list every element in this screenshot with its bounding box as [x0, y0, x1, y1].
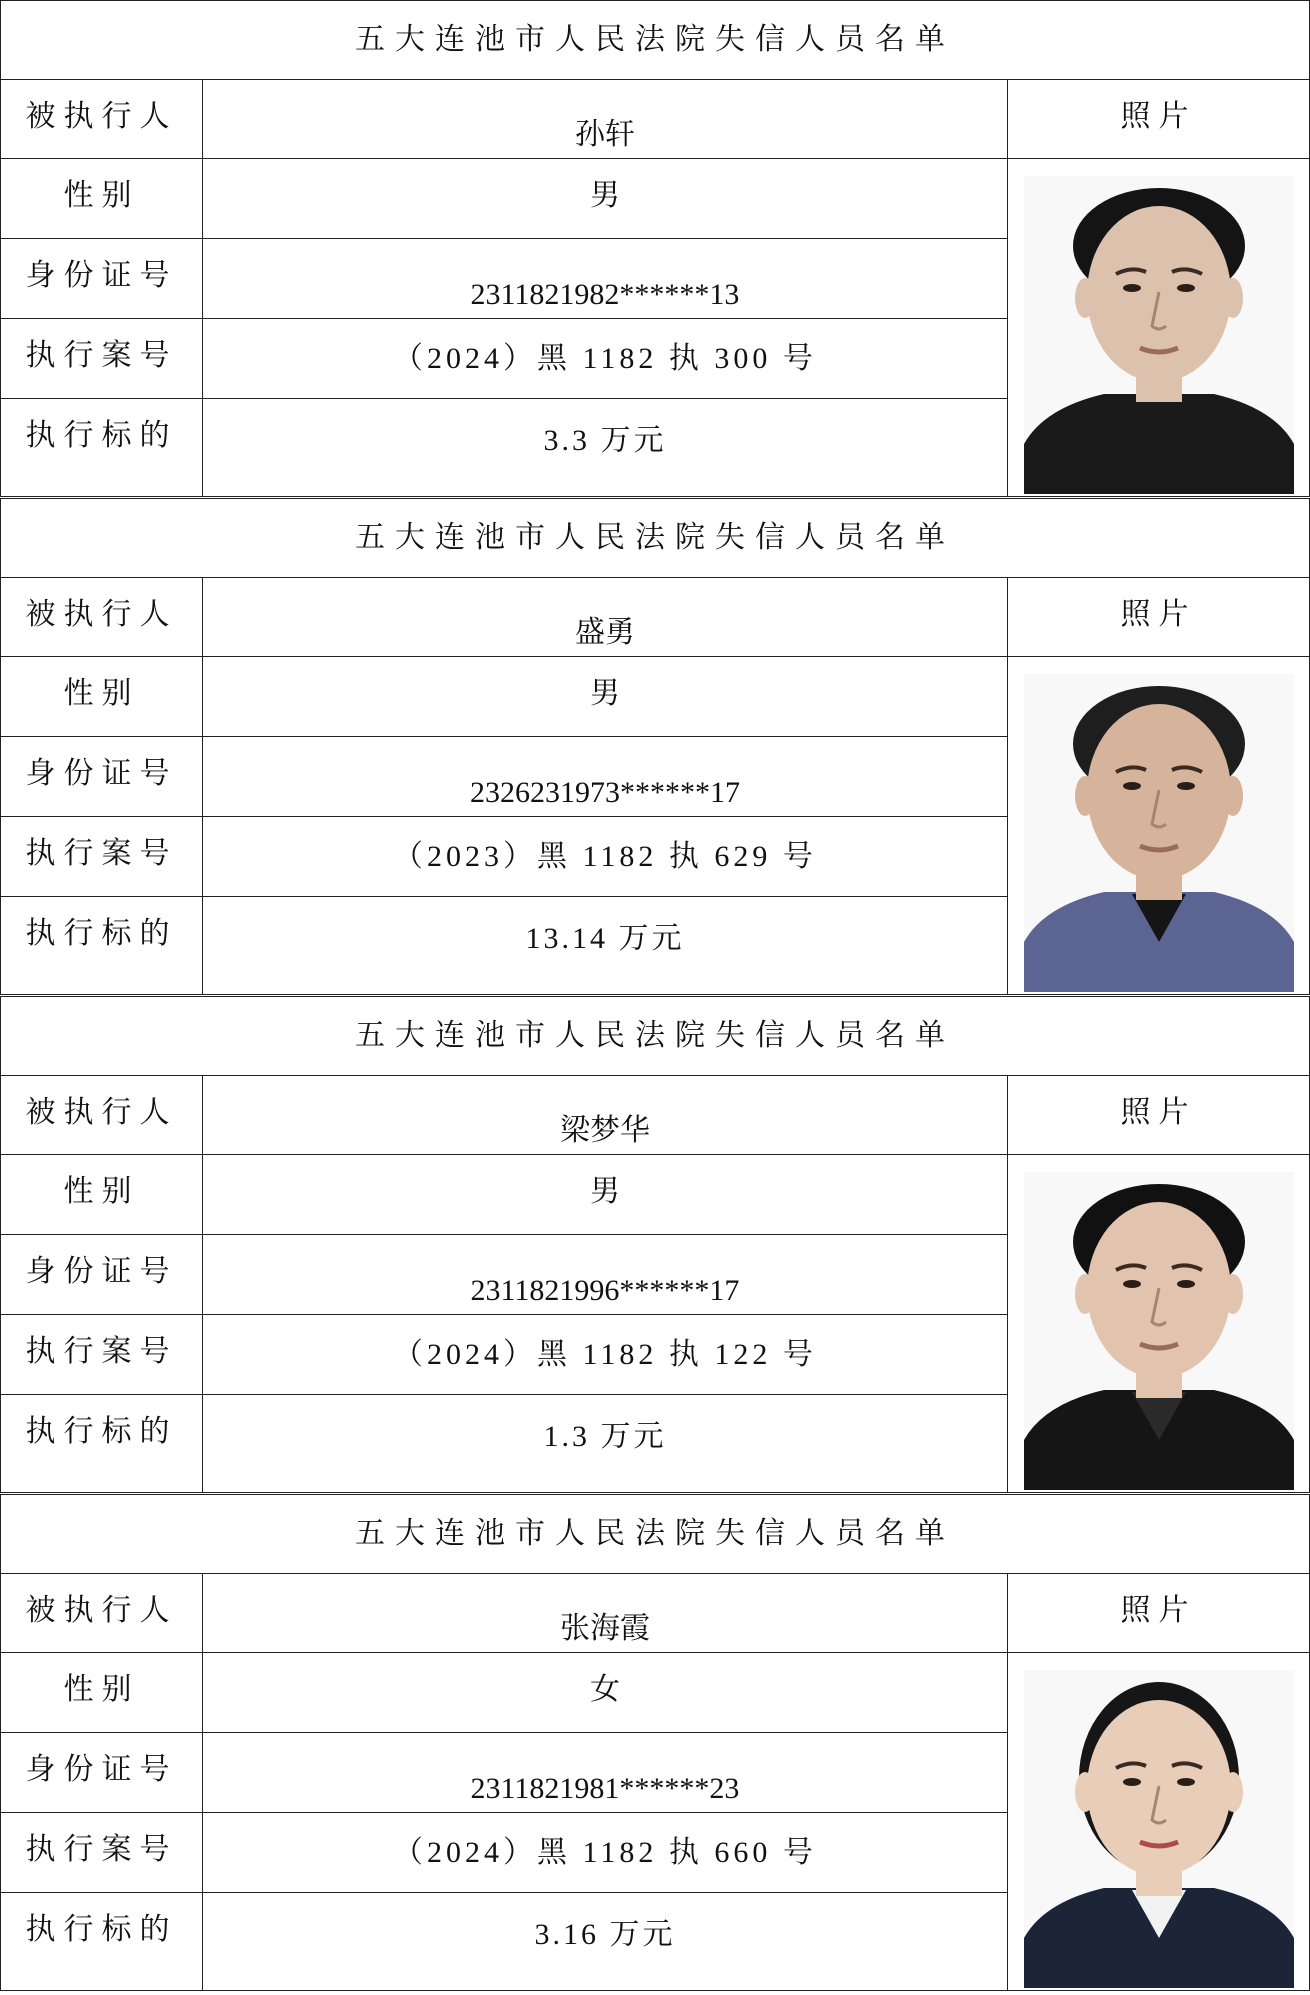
gender-value: 男: [203, 1155, 1008, 1235]
name-label: 被执行人: [1, 1574, 203, 1653]
name-label: 被执行人: [1, 578, 203, 657]
record-title: 五大连池市人民法院失信人员名单: [1, 1, 1310, 80]
left-eye-shape: [1123, 284, 1141, 292]
case-label: 执行案号: [1, 817, 203, 897]
title-row: [1, 997, 1310, 1076]
title-row: [1, 499, 1310, 578]
portrait-illustration: [1024, 176, 1294, 494]
case-value: （2024）黑 1182 执 122 号: [203, 1315, 1008, 1395]
right-ear-shape: [1223, 776, 1243, 816]
amount-value: 3.3 万元: [203, 399, 1008, 497]
left-eye-shape: [1123, 1280, 1141, 1288]
gender-row: [1, 159, 1310, 239]
portrait-illustration: [1024, 674, 1294, 992]
right-eye-shape: [1177, 1778, 1195, 1786]
name-label: 被执行人: [1, 1076, 203, 1155]
record-table-4: [0, 1494, 1310, 1991]
left-ear-shape: [1075, 776, 1095, 816]
id-value: 2311821982******13: [203, 239, 1008, 319]
right-ear-shape: [1223, 1274, 1243, 1314]
photo-label: 照片: [1008, 1574, 1310, 1653]
left-eye-shape: [1123, 782, 1141, 790]
gender-row: [1, 1155, 1310, 1235]
id-value: 2326231973******17: [203, 737, 1008, 817]
case-value: （2024）黑 1182 执 300 号: [203, 319, 1008, 399]
amount-value: 13.14 万元: [203, 897, 1008, 995]
person-photo: [1024, 1172, 1294, 1490]
title-row: [1, 1, 1310, 80]
name-row: [1, 1574, 1310, 1653]
record-title: 五大连池市人民法院失信人员名单: [1, 1495, 1310, 1574]
gender-label: 性别: [1, 657, 203, 737]
id-label: 身份证号: [1, 239, 203, 319]
amount-label: 执行标的: [1, 897, 203, 995]
name-row: [1, 1076, 1310, 1155]
person-photo: [1024, 176, 1294, 494]
gender-row: [1, 657, 1310, 737]
left-ear-shape: [1075, 1274, 1095, 1314]
name-value: 张海霞: [203, 1574, 1008, 1653]
gender-label: 性别: [1, 159, 203, 239]
id-value: 2311821996******17: [203, 1235, 1008, 1315]
photo-cell: [1008, 657, 1310, 995]
person-photo: [1024, 674, 1294, 992]
amount-label: 执行标的: [1, 399, 203, 497]
case-label: 执行案号: [1, 1813, 203, 1893]
record-table-3: [0, 996, 1310, 1493]
person-photo: [1024, 1670, 1294, 1988]
case-value: （2024）黑 1182 执 660 号: [203, 1813, 1008, 1893]
right-ear-shape: [1223, 1772, 1243, 1812]
photo-label: 照片: [1008, 80, 1310, 159]
right-eye-shape: [1177, 284, 1195, 292]
case-label: 执行案号: [1, 319, 203, 399]
id-label: 身份证号: [1, 737, 203, 817]
photo-label: 照片: [1008, 578, 1310, 657]
name-label: 被执行人: [1, 80, 203, 159]
amount-label: 执行标的: [1, 1893, 203, 1991]
record-table-1: [0, 0, 1310, 497]
name-value: 梁梦华: [203, 1076, 1008, 1155]
right-ear-shape: [1223, 278, 1243, 318]
gender-value: 男: [203, 159, 1008, 239]
gender-row: [1, 1653, 1310, 1733]
amount-label: 执行标的: [1, 1395, 203, 1493]
amount-value: 1.3 万元: [203, 1395, 1008, 1493]
left-eye-shape: [1123, 1778, 1141, 1786]
record-table-2: [0, 498, 1310, 995]
right-eye-shape: [1177, 782, 1195, 790]
photo-label: 照片: [1008, 1076, 1310, 1155]
portrait-illustration: [1024, 1172, 1294, 1490]
amount-value: 3.16 万元: [203, 1893, 1008, 1991]
gender-value: 女: [203, 1653, 1008, 1733]
case-label: 执行案号: [1, 1315, 203, 1395]
name-value: 盛勇: [203, 578, 1008, 657]
id-label: 身份证号: [1, 1235, 203, 1315]
gender-value: 男: [203, 657, 1008, 737]
name-value: 孙轩: [203, 80, 1008, 159]
record-title: 五大连池市人民法院失信人员名单: [1, 499, 1310, 578]
left-ear-shape: [1075, 278, 1095, 318]
gender-label: 性别: [1, 1155, 203, 1235]
title-row: [1, 1495, 1310, 1574]
name-row: [1, 578, 1310, 657]
portrait-illustration: [1024, 1670, 1294, 1988]
name-row: [1, 80, 1310, 159]
photo-cell: [1008, 1155, 1310, 1493]
photo-cell: [1008, 1653, 1310, 1991]
record-title: 五大连池市人民法院失信人员名单: [1, 997, 1310, 1076]
id-label: 身份证号: [1, 1733, 203, 1813]
left-ear-shape: [1075, 1772, 1095, 1812]
right-eye-shape: [1177, 1280, 1195, 1288]
gender-label: 性别: [1, 1653, 203, 1733]
case-value: （2023）黑 1182 执 629 号: [203, 817, 1008, 897]
photo-cell: [1008, 159, 1310, 497]
id-value: 2311821981******23: [203, 1733, 1008, 1813]
